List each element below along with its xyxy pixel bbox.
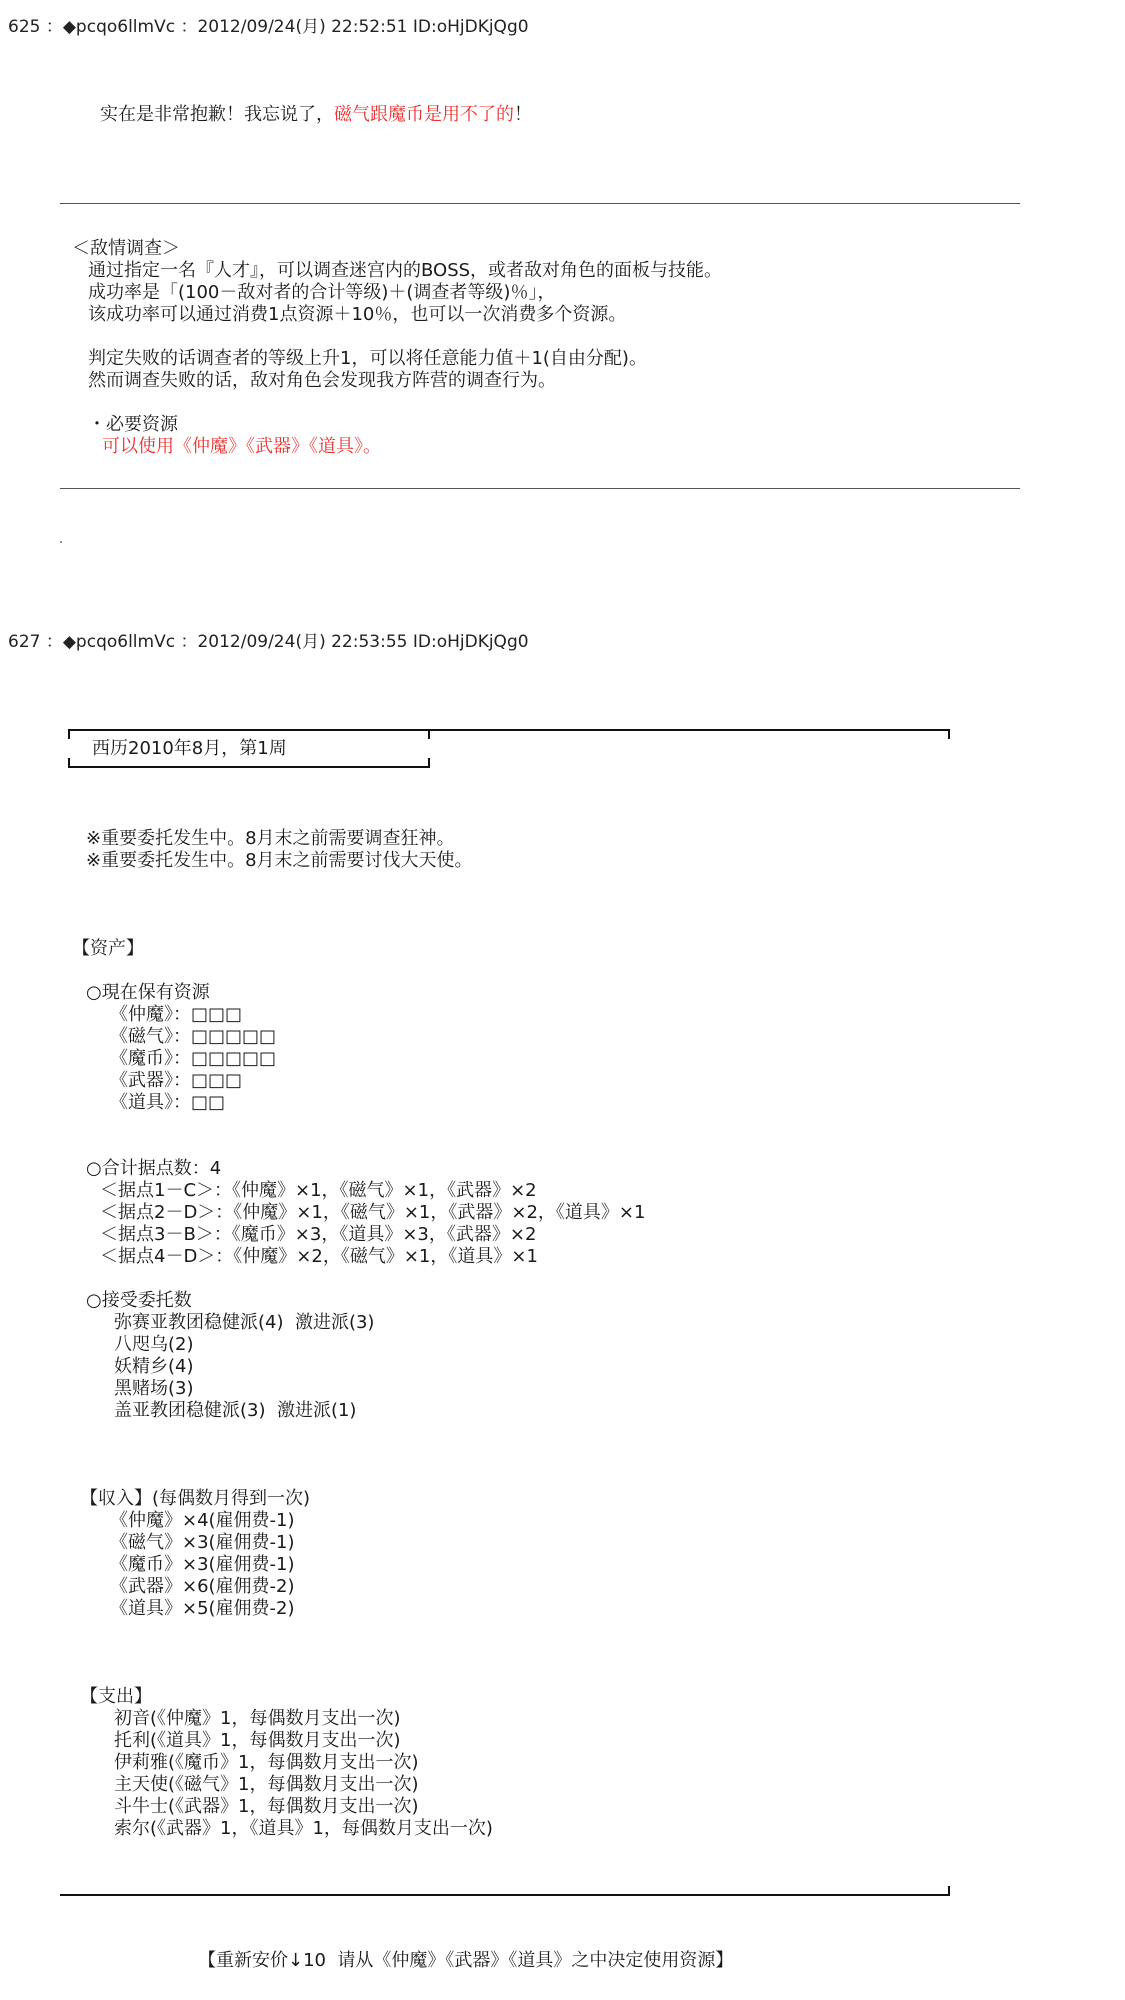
expense-item: 伊莉雅(《魔币》1，每偶数月支出一次) xyxy=(114,1752,419,1773)
stray-dot xyxy=(60,541,62,543)
apology-text: 实在是非常抱歉！我忘说了， xyxy=(100,104,334,125)
assets-title: 【资产】 xyxy=(72,938,144,959)
apology-highlight: 磁气跟魔币是用不了的 xyxy=(334,104,514,125)
income-item: 《仲魔》×4(雇佣费-1) xyxy=(110,1510,295,1531)
body-line: 然而调查失败的话，敌对角色会发现我方阵营的调查行为。 xyxy=(88,370,556,391)
resource-item: 《道具》：□□ xyxy=(110,1092,226,1113)
notice-line: ※重要委托发生中。8月末之前需要调查狂神。 xyxy=(86,828,455,849)
box-frame-right-bottom xyxy=(428,758,430,768)
bases-title: ○合计据点数：4 xyxy=(86,1158,222,1179)
expense-item: 索尔(《武器》1，《道具》1，每偶数月支出一次) xyxy=(114,1818,493,1839)
income-title: 【収入】(每偶数月得到一次) xyxy=(80,1488,311,1509)
notice-line: ※重要委托发生中。8月末之前需要讨伐大天使。 xyxy=(86,850,473,871)
frame-top-right-tick xyxy=(948,729,950,739)
frame-top-extension xyxy=(430,729,950,731)
divider xyxy=(60,488,1020,489)
income-item: 《魔币》×3(雇佣费-1) xyxy=(110,1554,295,1575)
requirement-value: 可以使用《仲魔》《武器》《道具》。 xyxy=(102,436,381,457)
section-title: ＜敌情调查＞ xyxy=(72,238,180,259)
expense-title: 【支出】 xyxy=(80,1686,152,1707)
income-item: 《道具》×5(雇佣费-2) xyxy=(110,1598,295,1619)
footer-prompt: 【重新安价↓10 请从《仲魔》《武器》《道具》之中决定使用资源】 xyxy=(198,1950,734,1971)
income-item: 《武器》×6(雇佣费-2) xyxy=(110,1576,295,1597)
resource-item: 《魔币》：□□□□□ xyxy=(110,1048,277,1069)
box-frame-top xyxy=(68,729,430,731)
post-header: 625 ：◆pcqo6llmVc ：2012/09/24(月) 22:52:51 ID:oHjDKjQg0 xyxy=(8,17,529,37)
expense-item: 斗牛士(《武器》1，每偶数月支出一次) xyxy=(114,1796,419,1817)
body-line: 判定失败的话调查者的等级上升1，可以将任意能力值＋1(自由分配)。 xyxy=(88,348,647,369)
commissions-title: ○接受委托数 xyxy=(86,1290,192,1311)
apology-end: ！ xyxy=(514,104,532,125)
resource-item: 《武器》：□□□ xyxy=(110,1070,243,1091)
base-item: ＜据点3－B＞：《魔币》×3，《道具》×3，《武器》×2 xyxy=(100,1224,537,1245)
commission-item: 盖亚教团稳健派(3) 激进派(1) xyxy=(114,1400,357,1421)
box-frame-left-bottom xyxy=(68,758,70,768)
body-line: 该成功率可以通过消费1点资源＋10％，也可以一次消费多个资源。 xyxy=(88,304,627,325)
body-line: 成功率是「(100－敌对者的合计等级)＋(调查者等级)％」， xyxy=(88,282,556,303)
commission-item: 妖精乡(4) xyxy=(114,1356,194,1377)
resource-item: 《仲魔》：□□□ xyxy=(110,1004,243,1025)
base-item: ＜据点2－D＞：《仲魔》×1，《磁气》×1，《武器》×2，《道具》×1 xyxy=(100,1202,646,1223)
commission-item: 八咫乌(2) xyxy=(114,1334,194,1355)
commission-item: 黑赌场(3) xyxy=(114,1378,194,1399)
box-frame-bottom xyxy=(68,766,430,768)
income-item: 《磁气》×3(雇佣费-1) xyxy=(110,1532,295,1553)
commission-item: 弥赛亚教团稳健派(4) 激进派(3) xyxy=(114,1312,375,1333)
frame-bottom-right-tick xyxy=(948,1886,950,1896)
expense-item: 托利(《道具》1，每偶数月支出一次) xyxy=(114,1730,401,1751)
body-line: 通过指定一名『人才』，可以调查迷宫内的BOSS，或者敌对角色的面板与技能。 xyxy=(88,260,723,281)
base-item: ＜据点1－C＞：《仲魔》×1，《磁气》×1，《武器》×2 xyxy=(100,1180,537,1201)
post-header: 627 ：◆pcqo6llmVc ：2012/09/24(月) 22:53:55 ID:oHjDKjQg0 xyxy=(8,632,529,652)
requirement-title: ・必要资源 xyxy=(88,414,178,435)
frame-bottom xyxy=(60,1894,950,1896)
expense-item: 主天使(《磁气》1，每偶数月支出一次) xyxy=(114,1774,419,1795)
resources-title: ○現在保有资源 xyxy=(86,982,210,1003)
date-label: 西历2010年8月，第1周 xyxy=(92,738,287,759)
base-item: ＜据点4－D＞：《仲魔》×2，《磁气》×1，《道具》×1 xyxy=(100,1246,538,1267)
apology-line xyxy=(100,104,532,126)
resource-item: 《磁气》：□□□□□ xyxy=(110,1026,277,1047)
divider xyxy=(60,203,1020,204)
box-frame-left xyxy=(68,729,70,739)
expense-item: 初音(《仲魔》1，每偶数月支出一次) xyxy=(114,1708,401,1729)
